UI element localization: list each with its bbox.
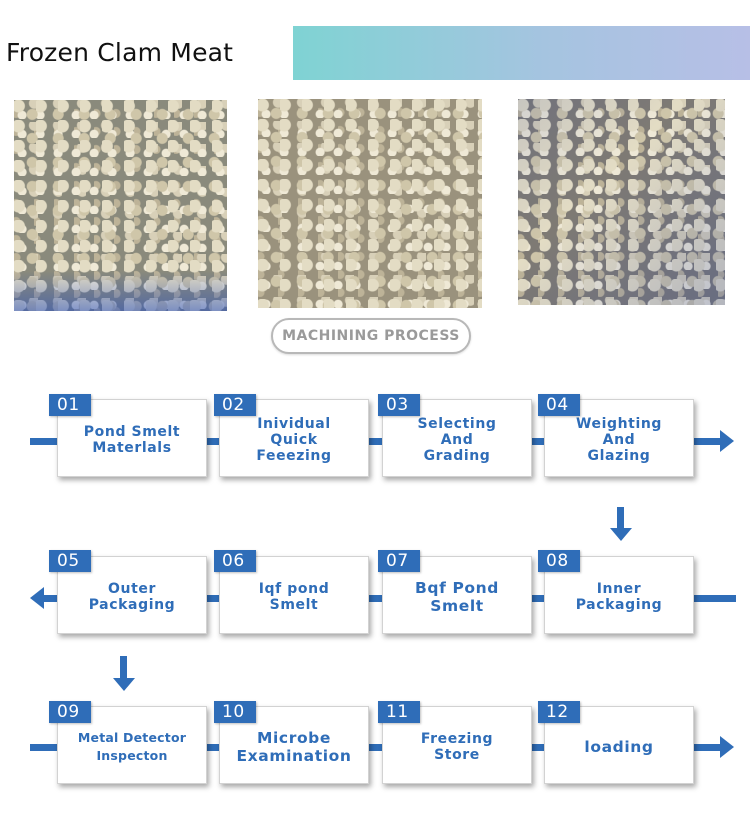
step-label: Weighting And Glazing	[575, 416, 663, 464]
step-label: Inner Packaging	[575, 581, 663, 613]
step-label: Pond Smelt Materlals	[83, 424, 181, 456]
step-label: Microbe Examination	[236, 729, 352, 765]
arrow-right-icon	[720, 430, 734, 452]
flow-connector-down-2	[120, 656, 127, 679]
step-label: Inividual Quick Feeezing	[256, 416, 332, 464]
title-banner	[293, 26, 750, 80]
arrow-down-icon	[113, 678, 135, 691]
step-number-06: 06	[214, 550, 256, 572]
arrow-left-icon	[30, 587, 44, 609]
page-title: Frozen Clam Meat	[6, 38, 234, 67]
arrow-down-icon	[610, 528, 632, 541]
step-number-08: 08	[538, 550, 580, 572]
step-number-05: 05	[49, 550, 91, 572]
clam-meat-photo-3	[518, 99, 725, 305]
step-number-03: 03	[378, 394, 420, 416]
step-number-02: 02	[214, 394, 256, 416]
flow-connector-down-1	[617, 507, 624, 529]
section-heading: MACHINING PROCESS	[271, 318, 471, 354]
step-number-01: 01	[49, 394, 91, 416]
step-label: Bqf Pond Smelt	[415, 579, 499, 615]
step-number-11: 11	[378, 701, 420, 723]
step-label: Freezing Store	[420, 731, 494, 763]
step-label: Iqf pond Smelt	[258, 581, 330, 613]
arrow-right-icon	[720, 736, 734, 758]
step-label: Metal Detector Inspecton	[77, 730, 187, 763]
step-label: loading	[584, 738, 654, 756]
step-number-04: 04	[538, 394, 580, 416]
step-number-10: 10	[214, 701, 256, 723]
step-number-07: 07	[378, 550, 420, 572]
step-number-09: 09	[49, 701, 91, 723]
step-label: Outer Packaging	[88, 581, 176, 613]
step-number-12: 12	[538, 701, 580, 723]
clam-meat-photo-1	[14, 100, 227, 311]
step-label: Selecting And Grading	[417, 416, 497, 464]
clam-meat-photo-2	[258, 99, 482, 308]
